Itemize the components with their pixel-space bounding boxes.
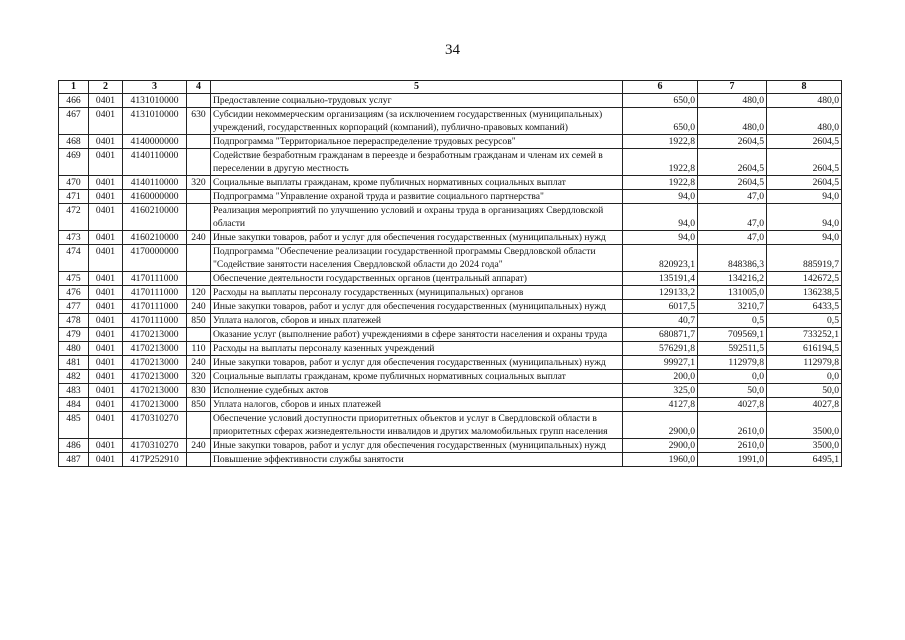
table-row (59, 272, 842, 286)
row-number-cell: 466 (59, 94, 89, 108)
item-name-cell: Уплата налогов, сборов и иных платежей (211, 398, 623, 412)
expense-type-cell (187, 94, 211, 108)
item-name-cell: Подпрограмма "Территориальное перераспределение трудовых ресурсов" (211, 135, 623, 149)
table-row (59, 176, 842, 190)
expense-type-cell: 240 (187, 356, 211, 370)
amount-col6-cell: 94,0 (623, 190, 698, 204)
section-code-cell: 0401 (89, 94, 123, 108)
amount-col6-cell: 6017,5 (623, 300, 698, 314)
expense-type-cell: 110 (187, 342, 211, 356)
amount-col7-cell: 0,0 (698, 370, 767, 384)
amount-col8-cell: 480,0 (767, 94, 842, 108)
table-row (59, 384, 842, 398)
table-row (59, 328, 842, 342)
target-article-cell: 417P252910 (123, 453, 187, 467)
amount-col6-cell: 200,0 (623, 370, 698, 384)
table-row (59, 370, 842, 384)
expense-type-cell (187, 453, 211, 467)
amount-col6-cell: 4127,8 (623, 398, 698, 412)
amount-col8-cell: 94,0 (767, 190, 842, 204)
item-name-cell: Расходы на выплаты персоналу государственных (муниципальных) органов (211, 286, 623, 300)
row-number-cell: 482 (59, 370, 89, 384)
amount-col6-cell: 650,0 (623, 94, 698, 108)
expense-type-cell: 850 (187, 398, 211, 412)
target-article-cell: 4170111000 (123, 272, 187, 286)
section-code-cell: 0401 (89, 398, 123, 412)
row-number-cell: 479 (59, 328, 89, 342)
header-cell: 3 (123, 81, 187, 94)
amount-col6-cell: 820923,1 (623, 245, 698, 272)
header-row (59, 81, 842, 94)
target-article-cell: 4170111000 (123, 300, 187, 314)
expense-type-cell: 120 (187, 286, 211, 300)
expense-type-cell (187, 245, 211, 272)
amount-col7-cell: 709569,1 (698, 328, 767, 342)
target-article-cell: 4160000000 (123, 190, 187, 204)
header-cell: 5 (211, 81, 623, 94)
header-cell: 4 (187, 81, 211, 94)
item-name-cell: Уплата налогов, сборов и иных платежей (211, 314, 623, 328)
expense-type-cell (187, 135, 211, 149)
item-name-cell: Обеспечение условий доступности приоритетных объектов и услуг в Свердловской области в приоритетных сферах жизнедеятельности инвалидов и других маломобильных групп населения (211, 412, 623, 439)
target-article-cell: 4140000000 (123, 135, 187, 149)
expense-type-cell: 320 (187, 176, 211, 190)
target-article-cell: 4160210000 (123, 231, 187, 245)
target-article-cell: 4170111000 (123, 314, 187, 328)
row-number-cell: 472 (59, 204, 89, 231)
table-row (59, 300, 842, 314)
row-number-cell: 486 (59, 439, 89, 453)
target-article-cell: 4131010000 (123, 108, 187, 135)
section-code-cell: 0401 (89, 272, 123, 286)
amount-col8-cell: 50,0 (767, 384, 842, 398)
table-row (59, 356, 842, 370)
item-name-cell: Иные закупки товаров, работ и услуг для обеспечения государственных (муниципальных) нужд (211, 300, 623, 314)
amount-col7-cell: 47,0 (698, 231, 767, 245)
expense-type-cell: 240 (187, 300, 211, 314)
amount-col7-cell: 47,0 (698, 204, 767, 231)
row-number-cell: 473 (59, 231, 89, 245)
amount-col8-cell: 94,0 (767, 231, 842, 245)
target-article-cell: 4170310270 (123, 412, 187, 439)
expense-type-cell: 630 (187, 108, 211, 135)
section-code-cell: 0401 (89, 439, 123, 453)
item-name-cell: Иные закупки товаров, работ и услуг для обеспечения государственных (муниципальных) нужд (211, 231, 623, 245)
amount-col8-cell: 2604,5 (767, 176, 842, 190)
amount-col8-cell: 0,0 (767, 370, 842, 384)
amount-col8-cell: 94,0 (767, 204, 842, 231)
row-number-cell: 468 (59, 135, 89, 149)
header-cell: 2 (89, 81, 123, 94)
target-article-cell: 4170310270 (123, 439, 187, 453)
amount-col6-cell: 40,7 (623, 314, 698, 328)
row-number-cell: 477 (59, 300, 89, 314)
expense-type-cell (187, 328, 211, 342)
amount-col8-cell: 480,0 (767, 108, 842, 135)
amount-col8-cell: 885919,7 (767, 245, 842, 272)
amount-col8-cell: 136238,5 (767, 286, 842, 300)
section-code-cell: 0401 (89, 149, 123, 176)
table-row (59, 245, 842, 272)
amount-col7-cell: 2610,0 (698, 412, 767, 439)
section-code-cell: 0401 (89, 108, 123, 135)
target-article-cell: 4140110000 (123, 149, 187, 176)
section-code-cell: 0401 (89, 176, 123, 190)
row-number-cell: 471 (59, 190, 89, 204)
row-number-cell: 483 (59, 384, 89, 398)
section-code-cell: 0401 (89, 453, 123, 467)
target-article-cell: 4170213000 (123, 370, 187, 384)
table-row (59, 190, 842, 204)
expense-type-cell: 830 (187, 384, 211, 398)
row-number-cell: 469 (59, 149, 89, 176)
item-name-cell: Оказание услуг (выполнение работ) учреждениями в сфере занятости населения и охраны труда (211, 328, 623, 342)
section-code-cell: 0401 (89, 286, 123, 300)
item-name-cell: Содействие безработным гражданам в переезде и безработным гражданам и членам их семей в переселении в другую местность (211, 149, 623, 176)
amount-col6-cell: 680871,7 (623, 328, 698, 342)
amount-col8-cell: 2604,5 (767, 149, 842, 176)
amount-col7-cell: 3210,7 (698, 300, 767, 314)
table-row (59, 412, 842, 439)
table-row (59, 135, 842, 149)
target-article-cell: 4170213000 (123, 356, 187, 370)
expense-type-cell (187, 412, 211, 439)
table-row (59, 149, 842, 176)
amount-col8-cell: 3500,0 (767, 439, 842, 453)
section-code-cell: 0401 (89, 356, 123, 370)
item-name-cell: Повышение эффективности службы занятости (211, 453, 623, 467)
amount-col6-cell: 650,0 (623, 108, 698, 135)
amount-col6-cell: 94,0 (623, 231, 698, 245)
budget-table (58, 80, 842, 467)
amount-col6-cell: 2900,0 (623, 412, 698, 439)
amount-col8-cell: 4027,8 (767, 398, 842, 412)
table-row (59, 314, 842, 328)
table-row (59, 108, 842, 135)
item-name-cell: Социальные выплаты гражданам, кроме публичных нормативных социальных выплат (211, 370, 623, 384)
target-article-cell: 4140110000 (123, 176, 187, 190)
item-name-cell: Расходы на выплаты персоналу казенных учреждений (211, 342, 623, 356)
amount-col7-cell: 131005,0 (698, 286, 767, 300)
table-row (59, 439, 842, 453)
amount-col6-cell: 94,0 (623, 204, 698, 231)
expense-type-cell: 240 (187, 231, 211, 245)
section-code-cell: 0401 (89, 231, 123, 245)
amount-col8-cell: 616194,5 (767, 342, 842, 356)
section-code-cell: 0401 (89, 204, 123, 231)
item-name-cell: Предоставление социально-трудовых услуг (211, 94, 623, 108)
amount-col6-cell: 1922,8 (623, 149, 698, 176)
section-code-cell: 0401 (89, 384, 123, 398)
row-number-cell: 484 (59, 398, 89, 412)
row-number-cell: 476 (59, 286, 89, 300)
amount-col8-cell: 6495,1 (767, 453, 842, 467)
header-cell: 1 (59, 81, 89, 94)
target-article-cell: 4170111000 (123, 286, 187, 300)
amount-col7-cell: 0,5 (698, 314, 767, 328)
section-code-cell: 0401 (89, 190, 123, 204)
amount-col7-cell: 2604,5 (698, 135, 767, 149)
amount-col7-cell: 848386,3 (698, 245, 767, 272)
row-number-cell: 478 (59, 314, 89, 328)
amount-col6-cell: 576291,8 (623, 342, 698, 356)
header-cell: 8 (767, 81, 842, 94)
expense-type-cell (187, 204, 211, 231)
amount-col6-cell: 2900,0 (623, 439, 698, 453)
page-number: 34 (445, 42, 460, 58)
amount-col8-cell: 0,5 (767, 314, 842, 328)
table-row (59, 94, 842, 108)
amount-col8-cell: 142672,5 (767, 272, 842, 286)
target-article-cell: 4170213000 (123, 328, 187, 342)
target-article-cell: 4170213000 (123, 342, 187, 356)
row-number-cell: 480 (59, 342, 89, 356)
expense-type-cell: 320 (187, 370, 211, 384)
amount-col6-cell: 99927,1 (623, 356, 698, 370)
header-cell: 6 (623, 81, 698, 94)
item-name-cell: Исполнение судебных актов (211, 384, 623, 398)
target-article-cell: 4170000000 (123, 245, 187, 272)
amount-col6-cell: 325,0 (623, 384, 698, 398)
section-code-cell: 0401 (89, 314, 123, 328)
expense-type-cell (187, 149, 211, 176)
row-number-cell: 467 (59, 108, 89, 135)
amount-col7-cell: 480,0 (698, 94, 767, 108)
target-article-cell: 4131010000 (123, 94, 187, 108)
item-name-cell: Иные закупки товаров, работ и услуг для обеспечения государственных (муниципальных) нужд (211, 439, 623, 453)
row-number-cell: 481 (59, 356, 89, 370)
amount-col7-cell: 50,0 (698, 384, 767, 398)
item-name-cell: Субсидии некоммерческим организациям (за исключением государственных (муниципальных) учреждений, государственных корпораций (компаний), публично-правовых компаний) (211, 108, 623, 135)
amount-col7-cell: 2604,5 (698, 176, 767, 190)
section-code-cell: 0401 (89, 245, 123, 272)
expense-type-cell: 240 (187, 439, 211, 453)
table-row (59, 453, 842, 467)
amount-col7-cell: 1991,0 (698, 453, 767, 467)
row-number-cell: 474 (59, 245, 89, 272)
amount-col6-cell: 135191,4 (623, 272, 698, 286)
row-number-cell: 470 (59, 176, 89, 190)
section-code-cell: 0401 (89, 342, 123, 356)
amount-col7-cell: 4027,8 (698, 398, 767, 412)
table-row (59, 286, 842, 300)
section-code-cell: 0401 (89, 300, 123, 314)
item-name-cell: Реализация мероприятий по улучшению условий и охраны труда в организациях Свердловской области (211, 204, 623, 231)
section-code-cell: 0401 (89, 328, 123, 342)
amount-col6-cell: 1922,8 (623, 135, 698, 149)
row-number-cell: 487 (59, 453, 89, 467)
section-code-cell: 0401 (89, 412, 123, 439)
amount-col7-cell: 2610,0 (698, 439, 767, 453)
target-article-cell: 4170213000 (123, 384, 187, 398)
amount-col7-cell: 47,0 (698, 190, 767, 204)
table-body (59, 94, 842, 467)
amount-col6-cell: 1922,8 (623, 176, 698, 190)
item-name-cell: Социальные выплаты гражданам, кроме публичных нормативных социальных выплат (211, 176, 623, 190)
target-article-cell: 4170213000 (123, 398, 187, 412)
table-row (59, 342, 842, 356)
item-name-cell: Обеспечение деятельности государственных органов (центральный аппарат) (211, 272, 623, 286)
item-name-cell: Подпрограмма "Обеспечение реализации государственной программы Свердловской области "Содействие занятости населения Свердловской области до 2024 года" (211, 245, 623, 272)
amount-col7-cell: 480,0 (698, 108, 767, 135)
amount-col8-cell: 3500,0 (767, 412, 842, 439)
item-name-cell: Иные закупки товаров, работ и услуг для обеспечения государственных (муниципальных) нужд (211, 356, 623, 370)
section-code-cell: 0401 (89, 370, 123, 384)
amount-col8-cell: 733252,1 (767, 328, 842, 342)
item-name-cell: Подпрограмма "Управление охраной труда и развитие социального партнерства" (211, 190, 623, 204)
amount-col8-cell: 2604,5 (767, 135, 842, 149)
amount-col8-cell: 112979,8 (767, 356, 842, 370)
section-code-cell: 0401 (89, 135, 123, 149)
header-cell: 7 (698, 81, 767, 94)
amount-col8-cell: 6433,5 (767, 300, 842, 314)
expense-type-cell (187, 272, 211, 286)
row-number-cell: 485 (59, 412, 89, 439)
amount-col7-cell: 2604,5 (698, 149, 767, 176)
expense-type-cell: 850 (187, 314, 211, 328)
amount-col6-cell: 1960,0 (623, 453, 698, 467)
target-article-cell: 4160210000 (123, 204, 187, 231)
amount-col6-cell: 129133,2 (623, 286, 698, 300)
amount-col7-cell: 134216,2 (698, 272, 767, 286)
amount-col7-cell: 592511,5 (698, 342, 767, 356)
row-number-cell: 475 (59, 272, 89, 286)
table-row (59, 231, 842, 245)
amount-col7-cell: 112979,8 (698, 356, 767, 370)
table-row (59, 398, 842, 412)
expense-type-cell (187, 190, 211, 204)
table-row (59, 204, 842, 231)
